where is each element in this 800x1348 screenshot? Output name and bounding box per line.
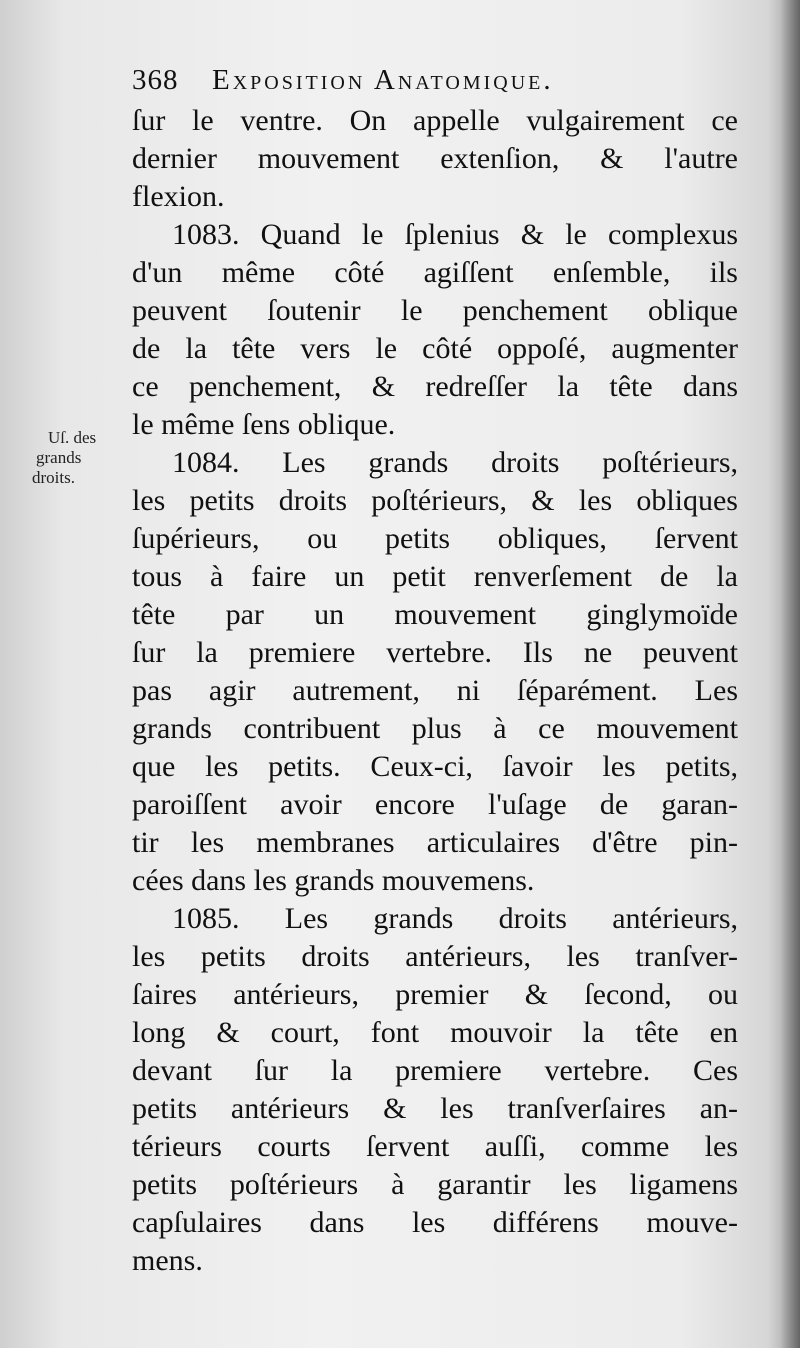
text-line: 1083. Quand le ſplenius & le complexus [172,218,738,251]
text-line: grands contribuent plus à ce mouvement [132,712,738,745]
text-line: d'un même côté agiſſent enſemble, ils [132,256,738,289]
text-line: mens. [132,1244,203,1277]
text-line: 1084. Les grands droits poſtérieurs, [172,446,738,479]
margin-note [30,428,130,488]
margin-note-line: grands [36,448,82,467]
text-line: dernier mouvement extenſion, & l'autre [132,142,738,175]
text-line: capſulaires dans les différens mouve- [132,1206,738,1239]
text-line: pas agir autrement, ni ſéparément. Les [132,674,738,707]
text-line: paroiſſent avoir encore l'uſage de garan- [132,788,738,821]
text-line: devant ſur la premiere vertebre. Ces [132,1054,738,1087]
text-line: flexion. [132,180,225,213]
text-line: petits poſtérieurs à garantir les ligamens [132,1168,738,1201]
text-line: ſupérieurs, ou petits obliques, ſervent [132,522,738,555]
text-line: petits antérieurs & les tranſverſaires an- [132,1092,738,1125]
page-number: 368 [132,64,179,96]
text-line: tous à faire un petit renverſement de la [132,560,738,593]
margin-note-line: Uſ. des [48,428,97,447]
text-line: térieurs courts ſervent auſſi, comme les [132,1130,738,1163]
text-line: tête par un mouvement ginglymoïde [132,598,738,631]
running-header [132,64,732,104]
text-line: le même ſens oblique. [132,408,396,441]
text-line: long & court, font mouvoir la tête en [132,1016,738,1049]
text-line: cées dans les grands mouvemens. [132,864,535,897]
text-line: de la tête vers le côté oppoſé, augmenter [132,332,738,365]
text-line: peuvent ſoutenir le penchement oblique [132,294,738,327]
text-line: ce penchement, & redreſſer la tête dans [132,370,738,403]
spine-shadow [780,0,800,1348]
text-line: les petits droits antérieurs, les tranſver- [132,940,738,973]
text-line: que les petits. Ceux-ci, ſavoir les petits, [132,750,738,783]
text-line: tir les membranes articulaires d'être pin- [132,826,738,859]
text-line: ſaires antérieurs, premier & ſecond, ou [132,978,738,1011]
text-line: ſur la premiere vertebre. Ils ne peuvent [132,636,738,669]
margin-note-line: droits. [32,468,75,487]
running-title: Exposition Anatomique. [212,64,554,96]
text-line: ſur le ventre. On appelle vulgairement ce [132,104,738,137]
text-line: les petits droits poſtérieurs, & les obliques [132,484,738,517]
text-line: 1085. Les grands droits antérieurs, [172,902,738,935]
